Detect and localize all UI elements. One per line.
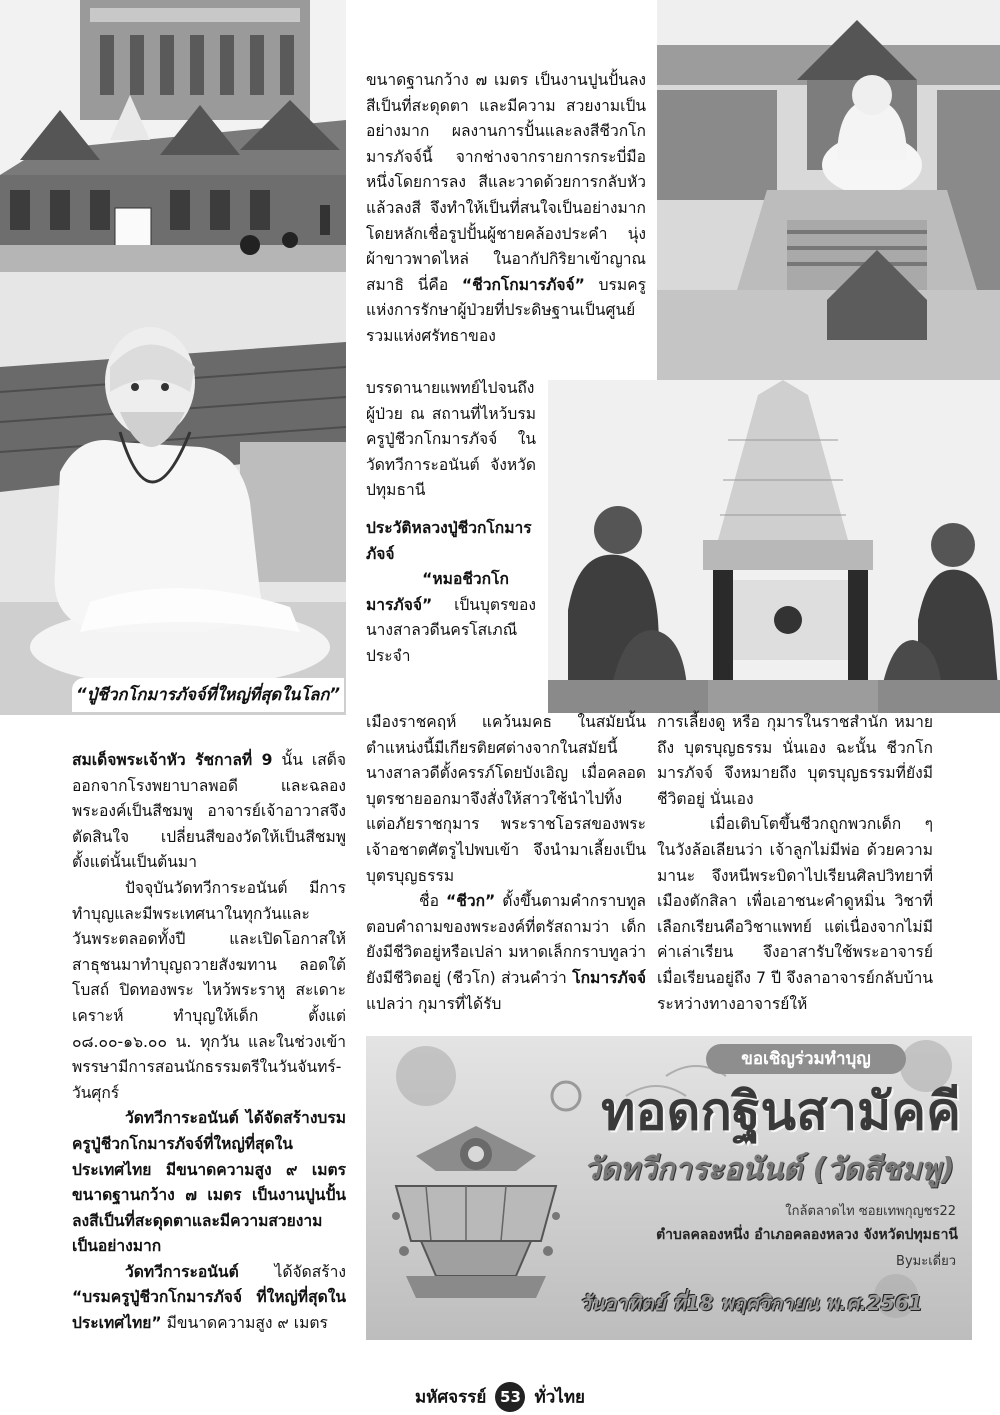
photo-temple-building bbox=[0, 0, 346, 272]
paragraph-statue-size: วัดทวีการะอนันต์ ได้จัดสร้าง “บรมครูปู่ชีวกโกมารภัจจ์ ที่ใหญ่ที่สุดในประเทศไทย” มีขนาดความสูง ๙ เมตร bbox=[72, 1262, 346, 1333]
banner-temple-name: วัดทวีการะอนันต์ (วัดสีชมพู) bbox=[583, 1152, 955, 1187]
banner-credit: Byมะเดี่ยว bbox=[896, 1254, 956, 1269]
paragraph-pink-color: สมเด็จพระเจ้าหัว รัชกาลที่ 9 นั้น เสด็จออกจากโรงพยาบาลพอดี และฉลองพระองค์เป็นสีชมพู อาจารย์เจ้าอาวาสจึงตัดสินใจ เปลี่ยนสีของวัดให้เป็นสีชมพูตั้งแต่นั้นเป็นต้นมา bbox=[72, 751, 346, 872]
paragraph-studies: เมื่อเติบโตขึ้นชีวกถูกพวกเด็ก ๆ ในวังล้อเลียนว่า เจ้าลูกไม่มีพ่อ ด้วยความมานะ จึงหนีพระบิดาไปเรียนศิลปวิทยาที่เมืองตักสิลา เพื่อเอาชนะคำดูหมิ่น วิชาที่เลือกเรียนคือวิชาแพทย์ แต่เนื่องจากไม่มีค่าเล่าเรียน จึงอาสารับใช้พระอาจารย์ เมื่อเรียนอยู่ถึง 7 ปี จึงลาอาจารย์กลับบ้าน ระหว่างทางอาจารย์ให้ bbox=[657, 815, 933, 1013]
article-column-middle-narrow bbox=[366, 376, 536, 670]
paragraph-statue-built: วัดทวีการะอนันต์ ได้จัดสร้างบรมครูปู่ชีวกโกมารภัจจ์ที่ใหญ่ที่สุดในประเทศไทย มีขนาดความสูง ๙ เมตร ขนาดฐานกว้าง ๗ เมตร เป็นงานปูนปั้นลงสีเป็นที่สะดุดตาและมีความสวยงามเป็นอย่างมาก bbox=[72, 1109, 346, 1256]
banner-location-1: ใกล้ตลาดไท ซอยเทพกุญชร22 bbox=[785, 1204, 956, 1219]
photo-caption: “ปู่ชีวกโกมารภัจจ์ที่ใหญ่ที่สุดในโลก” bbox=[72, 678, 344, 712]
banner-date: วันอาทิตย์ ที่18 พฤศจิกายน พ.ศ.2561 bbox=[579, 1291, 923, 1315]
paragraph-name-origin: ชื่อ “ชีวก” ตั้งขึ้นตามคำกราบทูลตอบคำถามของพระองค์ที่ตรัสถามว่า เด็กยังมีชีวิตอยู่หรือเปล่า มหาดเล็กกราบทูลว่า ยังมีชีวิตอยู่ (ชีวโก) ส่วนคำว่า โกมารภัจจ์ แปลว่า กุมารที่ได้รับ bbox=[366, 892, 646, 1013]
highlight-chivaka-name: “ชีวกโกมารภัจจ์” bbox=[461, 275, 585, 294]
banner-title: ทอดกฐินสามัคคี bbox=[601, 1082, 961, 1142]
paragraph-chivaka-statue: ขนาดฐานกว้าง ๗ เมตร เป็นงานปูนปั้นลงสีเป็นที่สะดุดตา และมีความ สวยงามเป็นอย่างมาก ผลงานการปั้นและลงสีชีวกโกมารภัจจ์นี้ จากช่างจากรายการกระบี่มือหนึ่งโดยการลง สีและวาดด้วยการกลับหัวแล้วลงสี จึงทำให้เป็นที่สนใจเป็นอย่างมาก โดยหลักเชื่อรูปปั้นผู้ชายคล้องประคำ นุ่งผ้าขาวพาดไหล่ ในอากัปกิริยาเข้าญาณสมาธิ นี่คือ “ชีวกโกมารภัจจ์” บรมครูแห่งการรักษาผู้ป่วยที่ประดิษฐานเป็นศูนย์รวมแห่งศรัทธาของ bbox=[366, 71, 646, 345]
paragraph-chivaka-cont: บรรดานายแพทย์ไปจนถึงผู้ป่วย ณ สถานที่ไหว้บรมครูปู่ชีวกโกมารภัจจ์ ในวัดทวีการะอนันต์ จังหวัดปทุมธานี bbox=[366, 379, 536, 500]
page-footer bbox=[0, 1382, 1000, 1412]
paragraph-adoption: การเลี้ยงดู หรือ กุมารในราชสำนัก หมายถึง บุตรบุญธรรม นั่นเอง ฉะนั้น ชีวกโกมารภัจจ์ จึงหมายถึง บุตรบุญธรรมที่ยังมีชีวิตอยู่ นั่นเอง bbox=[657, 713, 933, 808]
banner-invite: ขอเชิญร่วมทำบุญ bbox=[706, 1044, 906, 1074]
section-heading: ประวัติหลวงปู่ชีวกโกมารภัจจ์ bbox=[366, 518, 532, 563]
page-number: 53 bbox=[495, 1382, 525, 1412]
photo-chivaka-statue bbox=[0, 272, 346, 715]
footer-left: มหัศจรรย์ bbox=[414, 1387, 487, 1408]
paragraph-activities: ปัจจุบันวัดทวีการะอนันต์ มีการทำบุญและมีพระเทศนาในทุกวันและวันพระตลอดทั้งปี และเปิดโอกาสให้สาธุชนมาทำบุญถวายสังฆทาน ลอดใต้โบสถ์ ปิดทองพระ ไหว้พระราหู สะเดาะเคราะห์ ทำบุญให้เด็ก ตั้งแต่ ๐๘.๐๐-๑๖.๐๐ น. ทุกวัน และในช่วงเข้าพรรษามีการสอนนักธรรมตรีในวันจันทร์-วันศุกร์ bbox=[72, 878, 346, 1102]
paragraph-history-cont: เมืองราชคฤห์ แคว้นมคธ ในสมัยนั้นตำแหน่งนี้มีเกียรติยศต่างจากในสมัยนี้ นางสาลวดีตั้งครรภ์โดยบังเอิญ เมื่อคลอดบุตรชายออกมาจึงสั่งให้สาวใช้นำไปทิ้ง แต่อภัยราชกุมาร พระราชโอรสของพระเจ้าอชาตศัตรูไปพบเข้า จึงนำมาเลี้ยงเป็นบุตรบุญธรรม bbox=[366, 713, 646, 885]
photo-shrine-monks bbox=[548, 380, 1000, 713]
banner-location-2: ตำบลคลองหนึ่ง อำเภอคลองหลวง จังหวัดปทุมธานี bbox=[656, 1227, 958, 1243]
kathin-banner bbox=[366, 1036, 972, 1340]
article-column-left bbox=[72, 748, 346, 1337]
article-column-middle-bottom bbox=[366, 710, 646, 1017]
paragraph-history: “หมอชีวกโกมารภัจจ์” เป็นบุตรของนางสาลวดีนครโสเภณีประจำ bbox=[366, 570, 536, 665]
article-column-middle-top bbox=[366, 68, 646, 350]
footer-right: ทั่วไทย bbox=[534, 1387, 586, 1408]
article-column-right bbox=[657, 710, 933, 1017]
photo-temple-courtyard bbox=[657, 0, 1000, 380]
